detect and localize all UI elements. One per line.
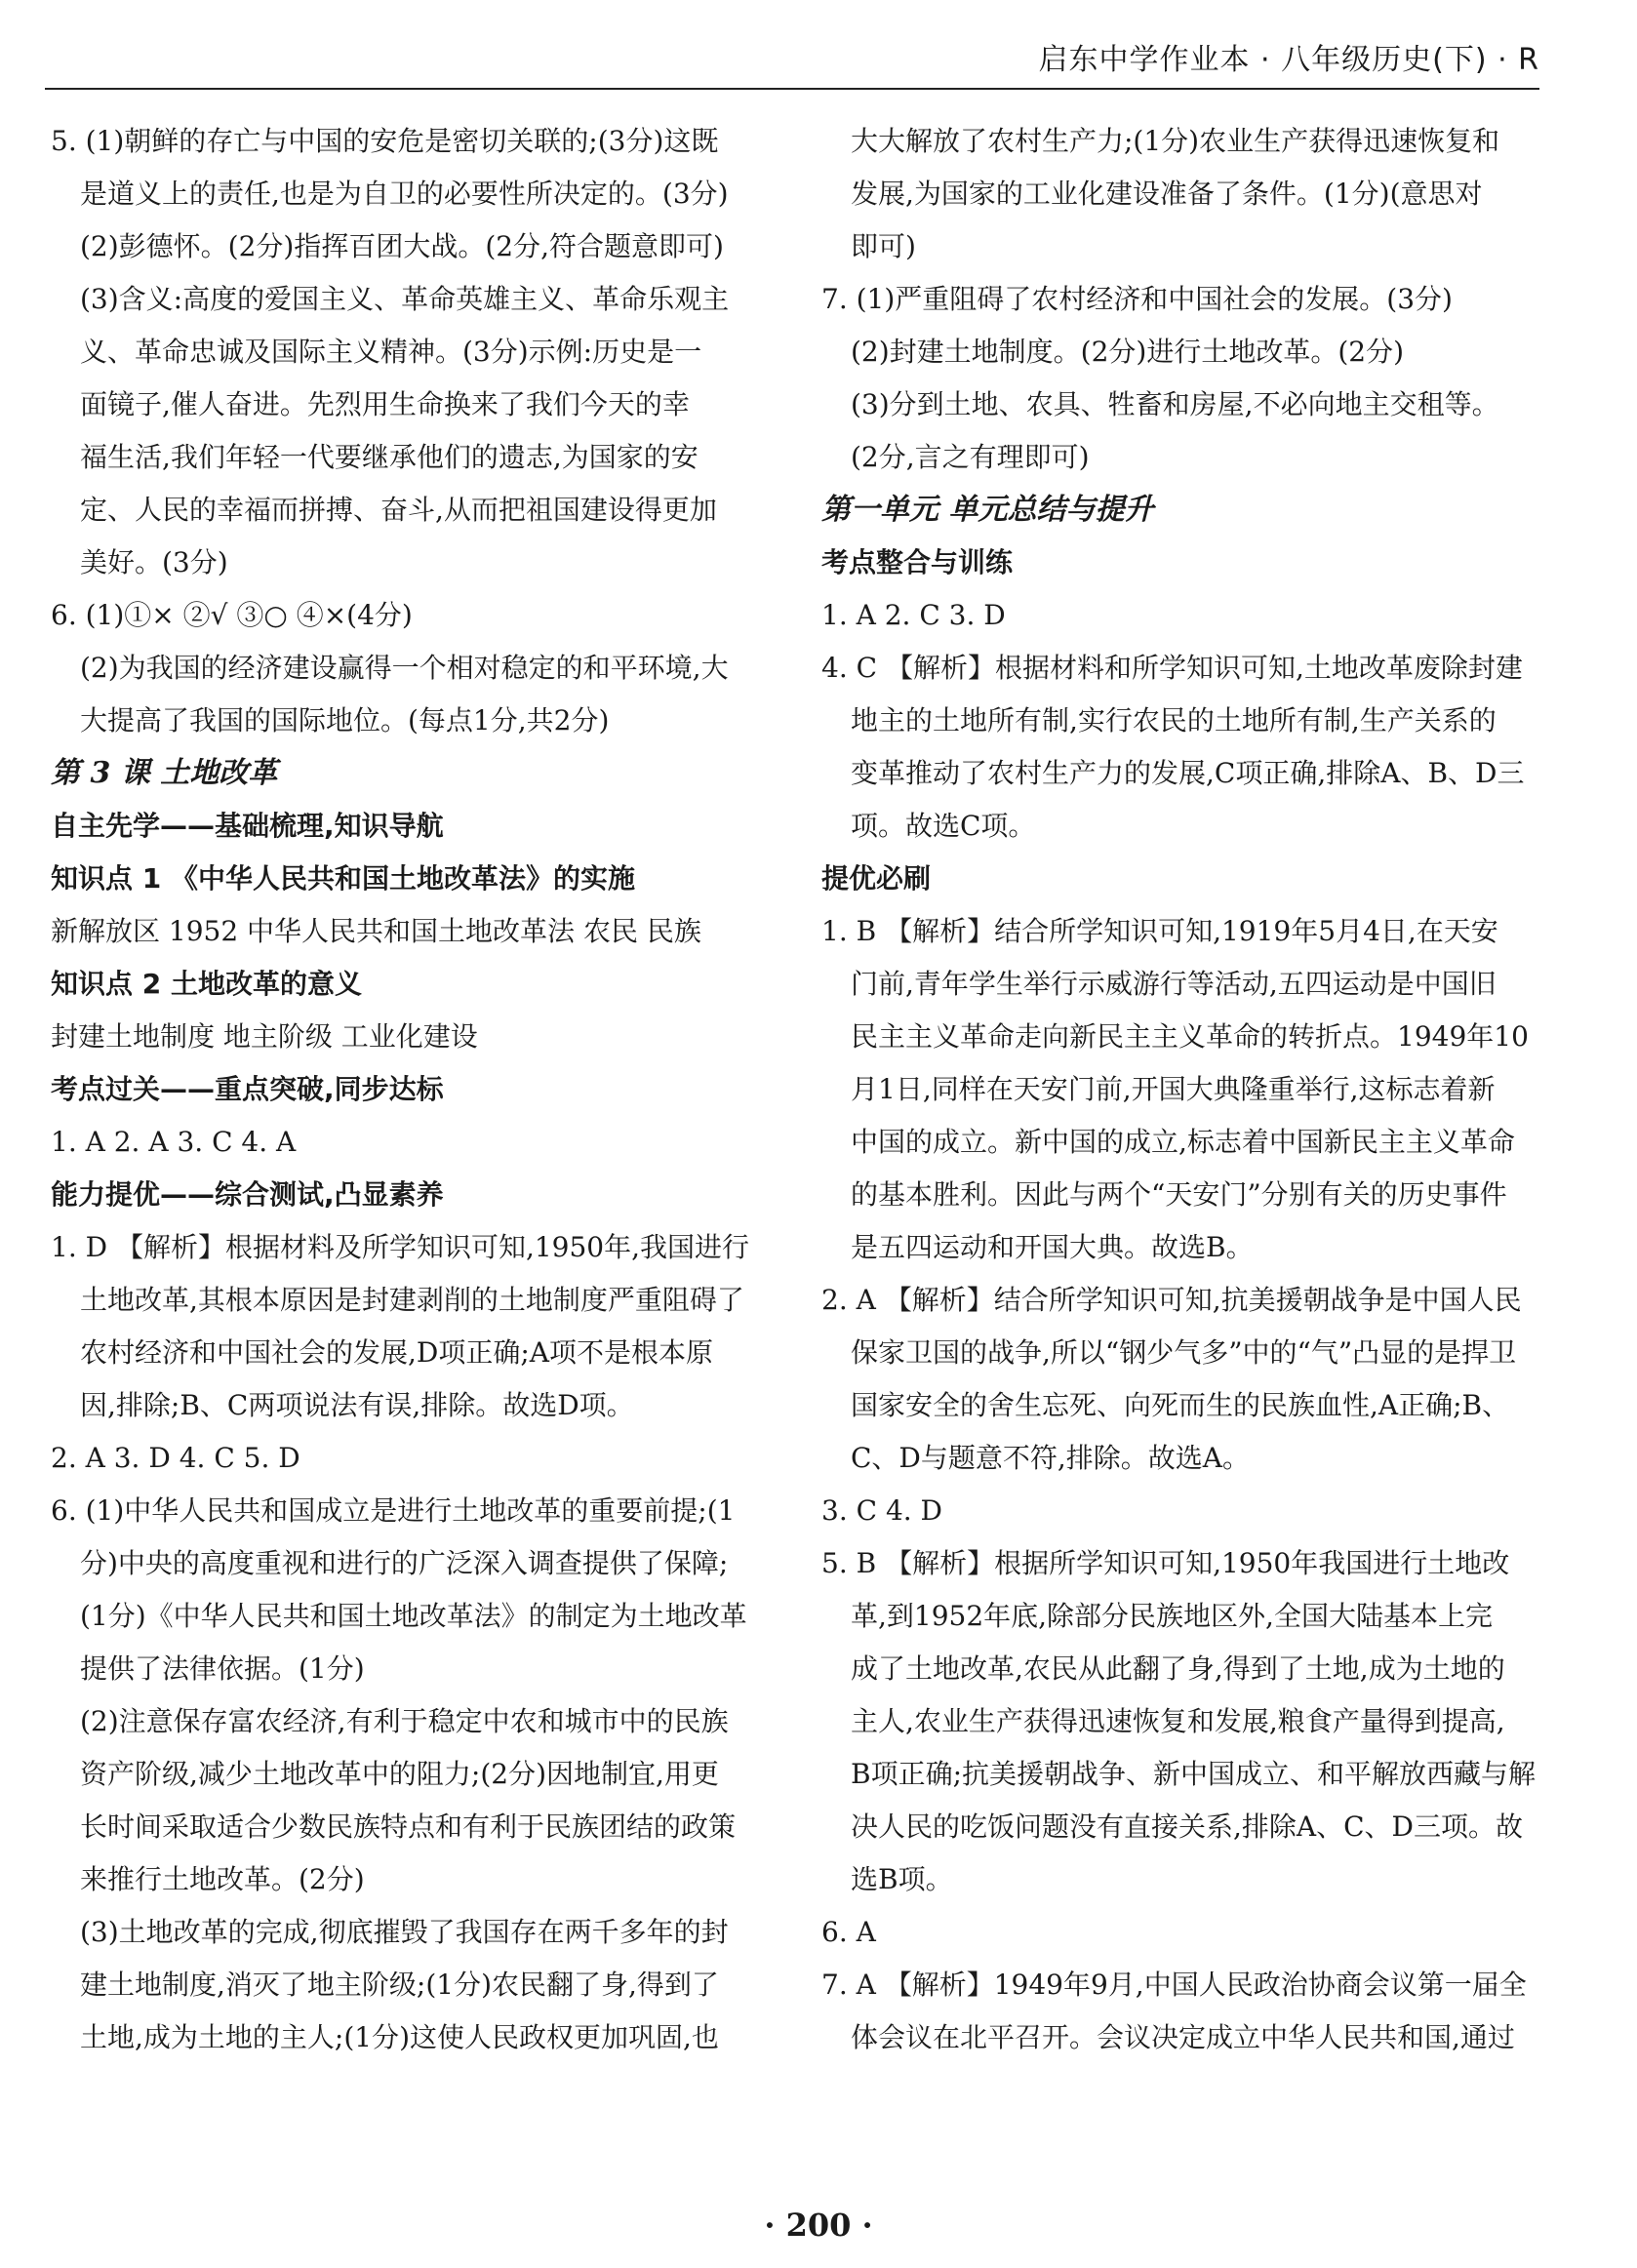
text-line: 决人民的吃饭问题没有直接关系,排除A、C、D三项。故 — [851, 1810, 1523, 1843]
text-line: 月1日,同样在天安门前,开国大典隆重举行,这标志着新 — [851, 1073, 1496, 1105]
text-line: C、D与题意不符,排除。故选A。 — [851, 1442, 1250, 1474]
text-line: 体会议在北平召开。会议决定成立中华人民共和国,通过 — [851, 2021, 1515, 2053]
text-line: 7. A 【解析】1949年9月,中国人民政治协商会议第一届全 — [821, 1969, 1527, 2001]
text-line: (3)分到土地、农具、牲畜和房屋,不必向地主交租等。 — [851, 388, 1499, 420]
text-line: 大提高了我国的国际地位。(每点1分,共2分) — [80, 704, 610, 736]
text-line: 主人,农业生产获得迅速恢复和发展,粮食产量得到提高, — [851, 1705, 1505, 1737]
text-line: 是五四运动和开国大典。故选B。 — [851, 1231, 1254, 1263]
text-line: (2)注意保存富农经济,有利于稳定中农和城市中的民族 — [80, 1705, 729, 1737]
text-line: 5. B 【解析】根据所学知识可知,1950年我国进行土地改 — [821, 1547, 1510, 1579]
subsection-heading: 知识点 2 土地改革的意义 — [51, 968, 362, 1000]
text-line: 建土地制度,消灭了地主阶级;(1分)农民翻了身,得到了 — [80, 1969, 719, 2001]
page-number: · 200 · — [764, 2207, 873, 2244]
text-line: 革,到1952年底,除部分民族地区外,全国大陆基本上完 — [851, 1600, 1493, 1632]
text-line: (2)为我国的经济建设赢得一个相对稳定的和平环境,大 — [80, 652, 729, 684]
text-line: 义、革命忠诚及国际主义精神。(3分)示例:历史是一 — [80, 336, 702, 368]
text-line: 是道义上的责任,也是为自卫的必要性所决定的。(3分) — [80, 178, 729, 210]
text-line: 土地改革,其根本原因是封建剥削的土地制度严重阻碍了 — [80, 1284, 744, 1316]
subsection-heading: 考点过关——重点突破,同步达标 — [51, 1073, 444, 1105]
left-column — [51, 115, 773, 2064]
text-line: 封建土地制度 地主阶级 工业化建设 — [51, 1020, 478, 1053]
subsection-heading: 能力提优——综合测试,凸显素养 — [51, 1178, 444, 1211]
text-line: 成了土地改革,农民从此翻了身,得到了土地,成为土地的 — [851, 1652, 1505, 1685]
text-line: 因,排除;B、C两项说法有误,排除。故选D项。 — [80, 1389, 634, 1421]
text-line: 美好。(3分) — [80, 546, 228, 578]
text-line: 3. C 4. D — [821, 1494, 943, 1527]
text-line: 来推行土地改革。(2分) — [80, 1863, 365, 1895]
subsection-heading: 考点整合与训练 — [821, 546, 1014, 578]
text-line: 2. A 【解析】结合所学知识可知,抗美援朝战争是中国人民 — [821, 1284, 1522, 1316]
text-line: 门前,青年学生举行示威游行等活动,五四运动是中国旧 — [851, 968, 1497, 1000]
text-line: 4. C 【解析】根据材料和所学知识可知,土地改革废除封建 — [821, 652, 1523, 684]
text-line: 分)中央的高度重视和进行的广泛深入调查提供了保障; — [80, 1547, 729, 1579]
text-line: 大大解放了农村生产力;(1分)农业生产获得迅速恢复和 — [851, 125, 1500, 157]
text-line: 定、人民的幸福而拼搏、奋斗,从而把祖国建设得更加 — [80, 494, 717, 526]
text-line: 选B项。 — [851, 1863, 953, 1895]
text-line: 变革推动了农村生产力的发展,C项正确,排除A、B、D三 — [851, 757, 1525, 789]
text-line: 5. (1)朝鲜的存亡与中国的安危是密切关联的;(3分)这既 — [51, 125, 719, 157]
text-line: 保家卫国的战争,所以“钢少气多”中的“气”凸显的是捍卫 — [851, 1336, 1517, 1369]
text-line: 国家安全的舍生忘死、向死而生的民族血性,A正确;B、 — [851, 1389, 1510, 1421]
text-line: 1. D 【解析】根据材料及所学知识可知,1950年,我国进行 — [51, 1231, 750, 1263]
header-title: 启东中学作业本 · 八年级历史(下) · R — [1038, 43, 1539, 77]
text-line: 6. A — [821, 1916, 876, 1948]
text-line: 项。故选C项。 — [851, 810, 1036, 842]
right-column — [821, 115, 1538, 2064]
text-line: (2分,言之有理即可) — [851, 441, 1090, 473]
text-line: (1分)《中华人民共和国土地改革法》的制定为土地改革 — [80, 1600, 747, 1632]
text-line: (3)含义:高度的爱国主义、革命英雄主义、革命乐观主 — [80, 283, 730, 315]
subsection-heading: 知识点 1 《中华人民共和国土地改革法》的实施 — [51, 862, 635, 895]
text-line: 1. A 2. A 3. C 4. A — [51, 1126, 297, 1158]
text-line: 中国的成立。新中国的成立,标志着中国新民主主义革命 — [851, 1126, 1515, 1158]
text-line: 7. (1)严重阻碍了农村经济和中国社会的发展。(3分) — [821, 283, 1453, 315]
subsection-heading: 提优必刷 — [821, 862, 932, 895]
text-line: 6. (1)中华人民共和国成立是进行土地改革的重要前提;(1 — [51, 1494, 736, 1527]
text-line: 6. (1)①× ②√ ③○ ④×(4分) — [51, 599, 413, 631]
text-line: 1. B 【解析】结合所学知识可知,1919年5月4日,在天安 — [821, 915, 1498, 947]
text-line: 福生活,我们年轻一代要继承他们的遗志,为国家的安 — [80, 441, 699, 473]
text-line: 的基本胜利。因此与两个“天安门”分别有关的历史事件 — [851, 1178, 1507, 1211]
text-line: 发展,为国家的工业化建设准备了条件。(1分)(意思对 — [851, 178, 1483, 210]
text-line: 地主的土地所有制,实行农民的土地所有制,生产关系的 — [851, 704, 1497, 736]
text-line: 长时间采取适合少数民族特点和有利于民族团结的政策 — [80, 1810, 737, 1843]
text-line: 面镜子,催人奋进。先烈用生命换来了我们今天的幸 — [80, 388, 690, 420]
text-line: 民主主义革命走向新民主主义革命的转折点。1949年10 — [851, 1020, 1529, 1053]
text-line: 农村经济和中国社会的发展,D项正确;A项不是根本原 — [80, 1336, 714, 1369]
section-heading: 第一单元 单元总结与提升 — [821, 493, 1154, 527]
text-line: 提供了法律依据。(1分) — [80, 1652, 365, 1685]
running-header — [45, 27, 1539, 90]
text-line: 土地,成为土地的主人;(1分)这使人民政权更加巩固,也 — [80, 2021, 719, 2053]
text-line: (3)土地改革的完成,彻底摧毁了我国存在两千多年的封 — [80, 1916, 729, 1948]
text-line: B项正确;抗美援朝战争、新中国成立、和平解放西藏与解 — [851, 1758, 1537, 1790]
text-line: 资产阶级,减少土地改革中的阻力;(2分)因地制宜,用更 — [80, 1758, 719, 1790]
text-line: 2. A 3. D 4. C 5. D — [51, 1442, 300, 1474]
subsection-heading: 自主先学——基础梳理,知识导航 — [51, 810, 444, 842]
text-line: (2)封建土地制度。(2分)进行土地改革。(2分) — [851, 336, 1404, 368]
text-line: 即可) — [851, 230, 916, 262]
text-line: 1. A 2. C 3. D — [821, 599, 1006, 631]
text-line: (2)彭德怀。(2分)指挥百团大战。(2分,符合题意即可) — [80, 230, 724, 262]
section-heading: 第 3 课 土地改革 — [51, 756, 278, 790]
text-line: 新解放区 1952 中华人民共和国土地改革法 农民 民族 — [51, 915, 701, 947]
